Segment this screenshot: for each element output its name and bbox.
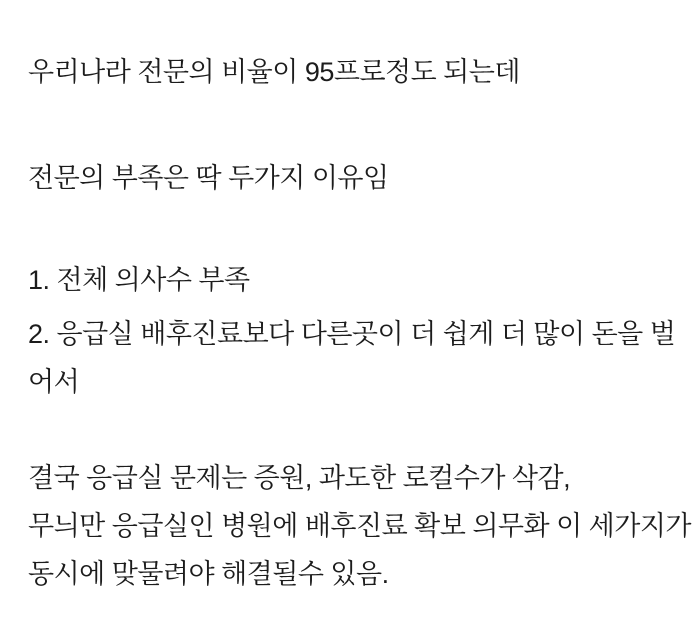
post-line: 우리나라 전문의 비율이 95프로정도 되는데 — [28, 57, 520, 87]
post-line: 동시에 맞물려야 해결될수 있음. — [28, 559, 389, 589]
post-line: 결국 응급실 문제는 증원, 과도한 로컬수가 삭감, — [28, 463, 571, 493]
post-paragraph-conclusion — [28, 454, 691, 598]
post-list-item-2 — [28, 310, 676, 406]
post-line: 전문의 부족은 딱 두가지 이유임 — [28, 163, 389, 193]
post-line: 1. 전체 의사수 부족 — [28, 265, 250, 295]
post-paragraph-reasons-heading — [28, 154, 676, 202]
post-paragraph-intro — [28, 48, 676, 96]
post-line: 2. 응급실 배후진료보다 다른곳이 더 쉽게 더 많이 돈을 벌 — [28, 319, 676, 349]
post-line: 무늬만 응급실인 병원에 배후진료 확보 의무화 이 세가지가 — [28, 511, 691, 541]
post-list-item-1 — [28, 256, 676, 304]
post-line: 어서 — [28, 367, 80, 397]
